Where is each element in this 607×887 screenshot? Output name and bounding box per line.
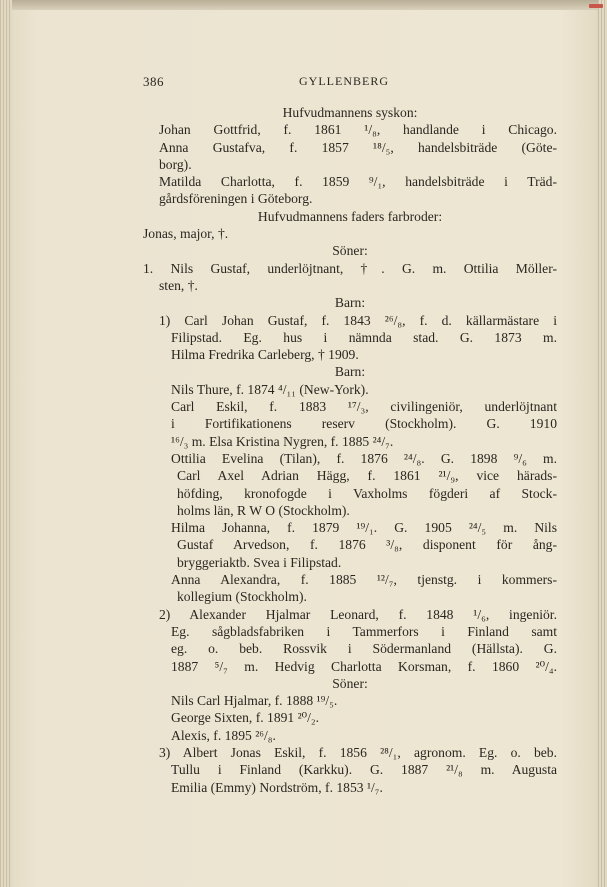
entry-line: Nils Carl Hjalmar, f. 1888 ¹⁹/₅.: [171, 693, 338, 709]
entry-line: Nils Thure, f. 1874 ⁴/₁₁ (New-York).: [171, 381, 369, 397]
entry-line: kollegium (Stockholm).: [177, 589, 307, 605]
entry-line: holms län, R W O (Stockholm).: [177, 502, 350, 518]
entry-line: Eg. sågbladsfabriken i Tammerfors i Finland samt: [171, 623, 557, 639]
entry-line: sten, †.: [159, 277, 198, 293]
entry-line: 2) Alexander Hjalmar Leonard, f. 1848 ¹/₆, ingeniör.: [159, 606, 557, 622]
entry-line: Hilma Johanna, f. 1879 ¹⁹/₁. G. 1905 ²⁴/₅ m. Nils: [171, 520, 557, 536]
page-top-shadow: [0, 0, 607, 10]
section-heading: Hufvudmannens syskon:: [282, 105, 418, 120]
section-heading: Barn:: [334, 364, 366, 380]
page-fore-edge: [598, 0, 607, 887]
book-spine-edge: [0, 0, 12, 887]
entry-line: Alexis, f. 1895 ²⁶/₈.: [171, 727, 276, 743]
entry-line: Carl Eskil, f. 1883 ¹⁷/₃, civilingeniör, underlöjtnant: [171, 399, 557, 415]
entry-line: Anna Gustafva, f. 1857 ¹⁸/₅, handelsbiträde (Göte-: [159, 139, 557, 155]
running-title: GYLLENBERG: [299, 74, 389, 88]
body-text: [143, 104, 557, 796]
entry-line: Ottilia Evelina (Tilan), f. 1876 ²⁴/₈. G. 1898 ⁹/₆ m.: [171, 450, 557, 466]
entry-line: Hilma Fredrika Carleberg, † 1909.: [171, 347, 359, 363]
entry-line: Jonas, major, †.: [143, 226, 229, 242]
entry-line: 1887 ⁵/₇ m. Hedvig Charlotta Korsman, f. 1860 ²⁰/₄.: [171, 658, 557, 674]
entry-line: bryggeriaktb. Svea i Filipstad.: [177, 554, 342, 570]
entry-line: Filipstad. Eg. hus i nämnda stad. G. 1873 m.: [171, 329, 557, 345]
entry-line: ¹⁶/₃ m. Elsa Kristina Nygren, f. 1885 ²⁴/₇.: [171, 433, 394, 449]
entry-line: Emilia (Emmy) Nordström, f. 1853 ¹/₇.: [171, 779, 383, 795]
entry-line: borg).: [159, 156, 192, 172]
entry-line: Carl Axel Adrian Hägg, f. 1861 ²¹/₉, vice härads-: [177, 468, 557, 484]
entry-line: 3) Albert Jonas Eskil, f. 1856 ²⁸/₁, agronom. Eg. o. beb.: [159, 744, 557, 760]
entry-line: Matilda Charlotta, f. 1859 ⁹/₁, handelsbiträde i Träd-: [159, 174, 557, 190]
entry-line: Gustaf Arvedson, f. 1876 ³/₈, disponent för ång-: [177, 537, 557, 553]
entry-line: eg. o. beb. Rossvik i Södermanland (Hällsta). G.: [171, 641, 557, 657]
entry-line: höfding, kronofogde i Vaxholms fögderi af Stock-: [177, 485, 557, 501]
section-heading: Hufvudmannens faders farbroder:: [257, 208, 443, 224]
entry-line: George Sixten, f. 1891 ²⁰/₂.: [171, 710, 320, 726]
section-heading: Söner:: [332, 675, 368, 691]
entry-line: 1. Nils Gustaf, underlöjtnant, †. G. m. Ottilia Möller-: [143, 260, 557, 276]
page-number: 386: [143, 74, 164, 89]
bookmark-ribbon: [589, 4, 603, 8]
section-heading: Barn:: [334, 295, 366, 311]
entry-line: i Fortifikationens reserv (Stockholm). G. 1910: [171, 416, 557, 432]
entry-line: Johan Gottfrid, f. 1861 ¹/₈, handlande i Chicago.: [159, 122, 557, 138]
entry-line: Anna Alexandra, f. 1885 ¹²/₇, tjenstg. i kommers-: [171, 572, 557, 588]
entry-line: 1) Carl Johan Gustaf, f. 1843 ²⁶/₈, f. d. källarmästare i: [159, 312, 557, 328]
page-header: [143, 74, 555, 92]
section-heading: Söner:: [332, 243, 368, 259]
entry-line: Tullu i Finland (Karkku). G. 1887 ²¹/₈ m. Augusta: [171, 762, 557, 778]
entry-line: gårdsföreningen i Göteborg.: [159, 191, 313, 207]
